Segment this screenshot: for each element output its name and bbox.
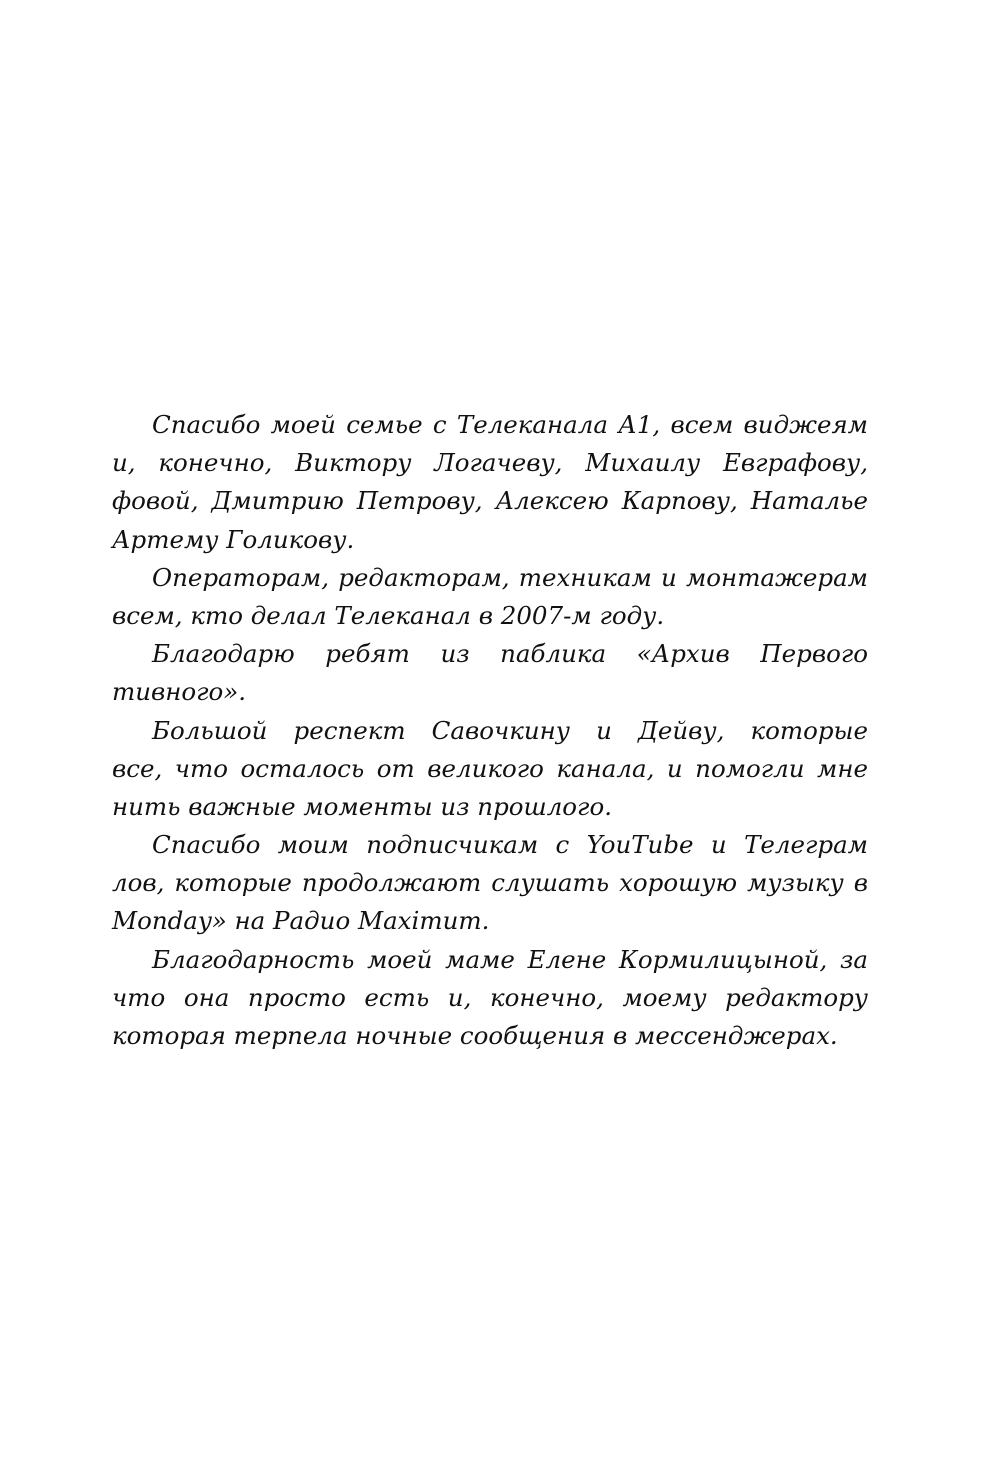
text-line: тивного». (112, 677, 247, 707)
acknowledgements-text (112, 406, 868, 1055)
paragraph-archive-thanks (112, 635, 868, 711)
text-line: Спасибо моим подписчикам с YouTube и Телеграм (152, 830, 868, 860)
text-line: Monday» на Радио Maximum. (112, 906, 490, 936)
paragraph-mother-editor-thanks (112, 941, 868, 1056)
paragraph-family-thanks (112, 406, 868, 559)
text-line: которая терпела ночные сообщения в мессенджерах. (112, 1021, 838, 1050)
text-line: нить важные моменты из прошлого. (112, 791, 612, 821)
paragraph-respect (112, 712, 868, 827)
text-line: фовой, Дмитрию Петрову, Алексею Карпову, Наталье (112, 486, 868, 516)
text-line: что она просто есть и, конечно, моему редактору (112, 982, 868, 1012)
paragraph-crew-thanks (112, 559, 868, 635)
text-line: Операторам, редакторам, техникам и монтажерам (152, 562, 868, 592)
text-line: Благодарю ребят из паблика «Архив Первого (152, 639, 868, 669)
text-line: и, конечно, Виктору Логачеву, Михаилу Евграфову, (112, 448, 868, 478)
text-line: все, что осталось от великого канала, и помогли мне (112, 753, 868, 783)
paragraph-subscribers-thanks (112, 826, 868, 941)
text-line: Артему Голикову. (112, 524, 355, 554)
text-line: Спасибо моей семье с Телеканала А1, всем виджеям (152, 410, 868, 439)
text-line: Большой респект Савочкину и Дейву, которые (152, 715, 868, 745)
text-line: лов, которые продолжают слушать хорошую музыку в (112, 868, 868, 898)
text-line: Благодарность моей маме Елене Кормилицыной, за (152, 944, 868, 974)
text-line: всем, кто делал Телеканал в 2007-м году. (112, 600, 665, 630)
